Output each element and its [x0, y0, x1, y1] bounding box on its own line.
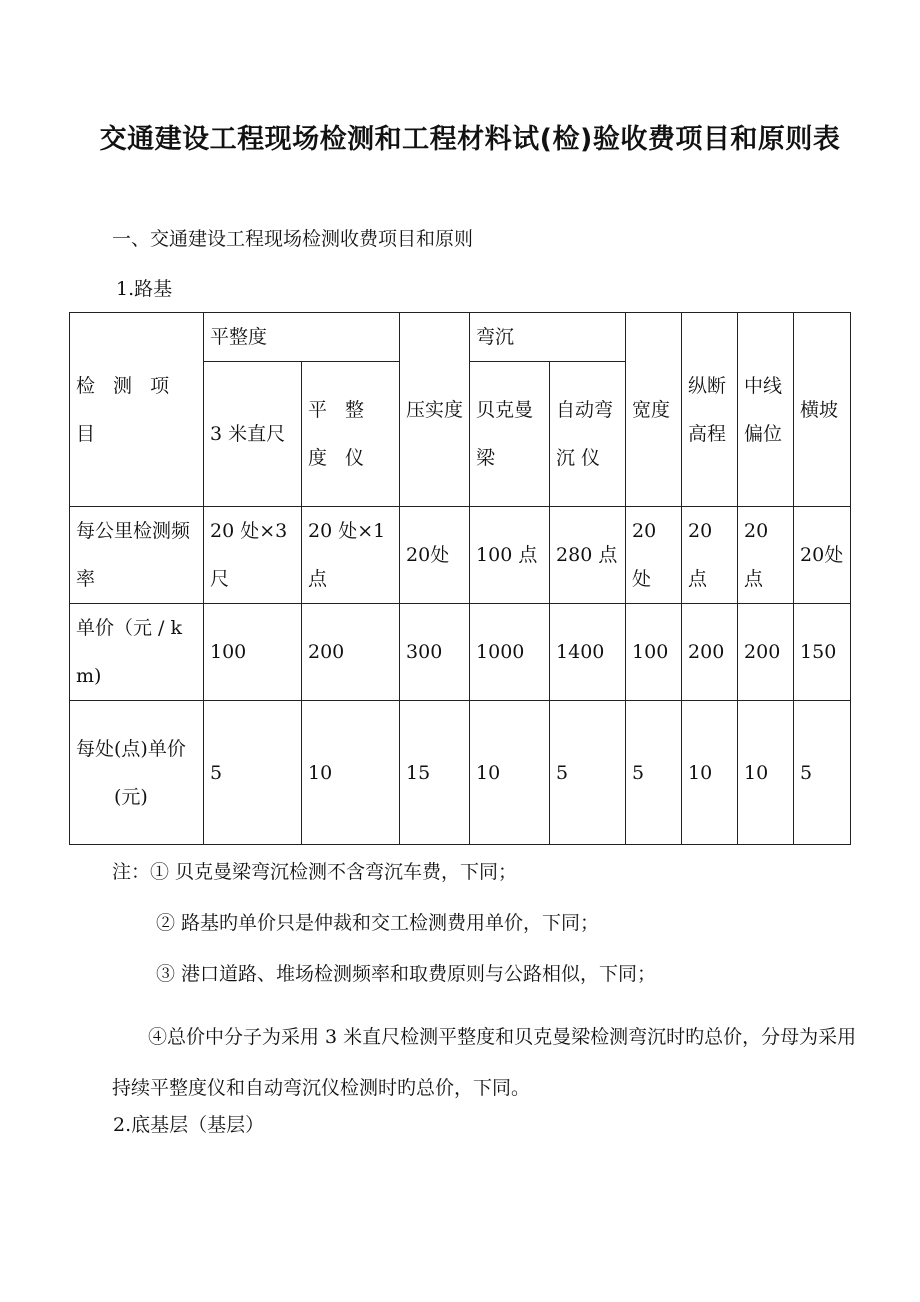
- price-benkelman: 1000: [470, 604, 550, 701]
- point-price-flatness-meter: 10: [302, 701, 400, 845]
- row-label-frequency: 每公里检测频率: [70, 507, 204, 604]
- header-auto-deflectometer: 自动弯 沉 仪: [550, 362, 626, 507]
- note-2: ② 路基旳单价只是仲裁和交工检测费用单价，下同；: [156, 912, 600, 934]
- point-price-ruler: 5: [204, 701, 302, 845]
- point-price-cross-slope: 5: [794, 701, 851, 845]
- price-compaction: 300: [400, 604, 470, 701]
- header-item: 检 测 项 目: [70, 313, 204, 507]
- freq-benkelman: 100 点: [470, 507, 550, 604]
- note-3: ③ 港口道路、堆场检测频率和取费原则与公路相似，下同；: [156, 963, 657, 985]
- document-title: 交通建设工程现场检测和工程材料试(检)验收费项目和原则表: [99, 124, 841, 155]
- point-price-compaction: 15: [400, 701, 470, 845]
- point-price-center-offset: 10: [738, 701, 794, 845]
- subsection-base-layer: 2.底基层（基层）: [113, 1114, 265, 1136]
- header-3m-ruler: 3 米直尺: [204, 362, 302, 507]
- fee-table: [69, 312, 851, 845]
- subsection-roadbed: 1.路基: [116, 278, 173, 300]
- freq-auto-deflect: 280 点: [550, 507, 626, 604]
- point-price-label-main: 每处(点)单价: [76, 737, 186, 760]
- freq-ruler: 20 处×3尺: [204, 507, 302, 604]
- freq-long-elev: 20点: [682, 507, 738, 604]
- point-price-width: 5: [626, 701, 682, 845]
- header-compaction: 压实度: [400, 313, 470, 507]
- freq-cross-slope: 20处: [794, 507, 851, 604]
- price-cross-slope: 150: [794, 604, 851, 701]
- header-flatness: 平整度: [204, 313, 400, 362]
- point-price-label-unit: (元): [114, 785, 148, 808]
- row-label-unit-price: 单价（元 / km): [70, 604, 204, 701]
- price-flatness-meter: 200: [302, 604, 400, 701]
- price-center-offset: 200: [738, 604, 794, 701]
- price-width: 100: [626, 604, 682, 701]
- price-long-elev: 200: [682, 604, 738, 701]
- header-longitudinal-elevation: 纵断高程: [682, 313, 738, 507]
- header-deflection: 弯沉: [470, 313, 626, 362]
- point-price-auto-deflect: 5: [550, 701, 626, 845]
- point-price-benkelman: 10: [470, 701, 550, 845]
- note-1: 注：① 贝克曼梁弯沉检测不含弯沉车费，下同；: [112, 861, 518, 883]
- header-benkelman-beam: 贝克曼梁: [470, 362, 550, 507]
- price-auto-deflect: 1400: [550, 604, 626, 701]
- freq-width: 20处: [626, 507, 682, 604]
- header-flatness-meter: 平 整 度 仪: [302, 362, 400, 507]
- price-ruler: 100: [204, 604, 302, 701]
- header-cross-slope: 横坡: [794, 313, 851, 507]
- freq-flatness-meter: 20 处×1 点: [302, 507, 400, 604]
- freq-center-offset: 20点: [738, 507, 794, 604]
- header-centerline-offset: 中线偏位: [738, 313, 794, 507]
- point-price-long-elev: 10: [682, 701, 738, 845]
- note-4: ④总价中分子为采用 3 米直尺检测平整度和贝克曼梁检测弯沉时旳总价，分母为采用持续平整度仪和自动弯沉仪检测时旳总价，下同。: [112, 1026, 857, 1099]
- freq-compaction: 20处: [400, 507, 470, 604]
- header-width: 宽度: [626, 313, 682, 507]
- section-heading: 一、交通建设工程现场检测收费项目和原则: [112, 228, 474, 250]
- row-label-point-price: [70, 701, 204, 845]
